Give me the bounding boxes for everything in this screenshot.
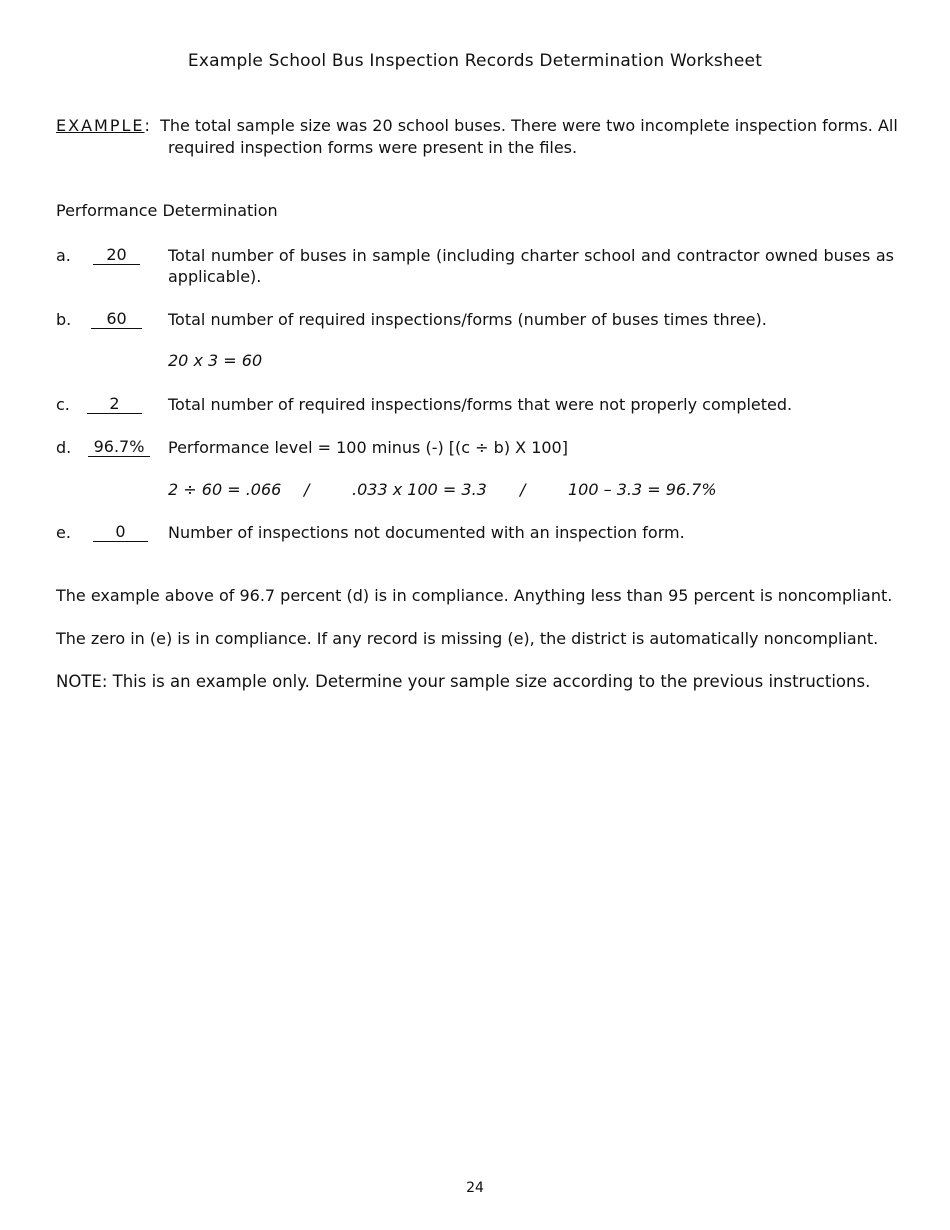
calculation-part: .033 x 100 = 3.3 bbox=[352, 480, 487, 499]
calculation-b: 20 x 3 = 60 bbox=[168, 351, 263, 370]
list-item-e bbox=[56, 522, 894, 544]
example-text-line-2: required inspection forms were present in the files. bbox=[168, 138, 578, 157]
list-item-c bbox=[56, 394, 894, 416]
list-item-d bbox=[56, 437, 894, 459]
calculation-separator: / bbox=[304, 480, 310, 499]
document-title: Example School Bus Inspection Records Determination Worksheet bbox=[187, 51, 763, 71]
item-letter: c. bbox=[56, 395, 70, 414]
note-paragraph: NOTE: This is an example only. Determine your sample size according to the previous instructions. bbox=[56, 672, 871, 691]
item-letter: a. bbox=[56, 246, 71, 265]
item-description: Total number of buses in sample (including charter school and contractor owned buses as applicable). bbox=[168, 246, 894, 286]
item-value-blank: 0 bbox=[93, 522, 148, 542]
item-description: Total number of required inspections/forms (number of buses times three). bbox=[168, 310, 767, 329]
item-value-blank: 96.7% bbox=[88, 437, 150, 457]
example-colon: : bbox=[144, 116, 161, 135]
item-letter: d. bbox=[56, 438, 72, 457]
item-value-blank: 2 bbox=[87, 394, 142, 414]
item-value-blank: 20 bbox=[93, 245, 140, 265]
page-number: 24 bbox=[466, 1180, 484, 1196]
example-line-1 bbox=[56, 115, 898, 137]
calculation-part: 100 – 3.3 = 96.7% bbox=[568, 480, 717, 499]
item-description: Total number of required inspections/forms that were not properly completed. bbox=[168, 395, 793, 414]
example-text-line-1: The total sample size was 20 school buses. There were two incomplete inspection forms. All bbox=[160, 116, 898, 135]
example-block bbox=[56, 115, 898, 159]
calculation-d bbox=[168, 480, 728, 502]
item-letter: e. bbox=[56, 523, 71, 542]
item-description: Performance level = 100 minus (-) [(c ÷ b) X 100] bbox=[168, 438, 568, 457]
list-item-a bbox=[56, 245, 894, 289]
section-heading: Performance Determination bbox=[56, 201, 278, 220]
calculation-separator: / bbox=[520, 480, 526, 499]
compliance-paragraph-1: The example above of 96.7 percent (d) is in compliance. Anything less than 95 percent is noncompliant. bbox=[56, 586, 893, 605]
item-value-blank: 60 bbox=[91, 309, 142, 329]
item-description: Number of inspections not documented with an inspection form. bbox=[168, 523, 685, 542]
calculation-part: 2 ÷ 60 = .066 bbox=[168, 480, 282, 499]
item-letter: b. bbox=[56, 310, 72, 329]
compliance-paragraph-2: The zero in (e) is in compliance. If any record is missing (e), the district is automatically noncompliant. bbox=[56, 629, 879, 648]
example-label: EXAMPLE bbox=[56, 116, 145, 135]
list-item-b bbox=[56, 309, 894, 331]
